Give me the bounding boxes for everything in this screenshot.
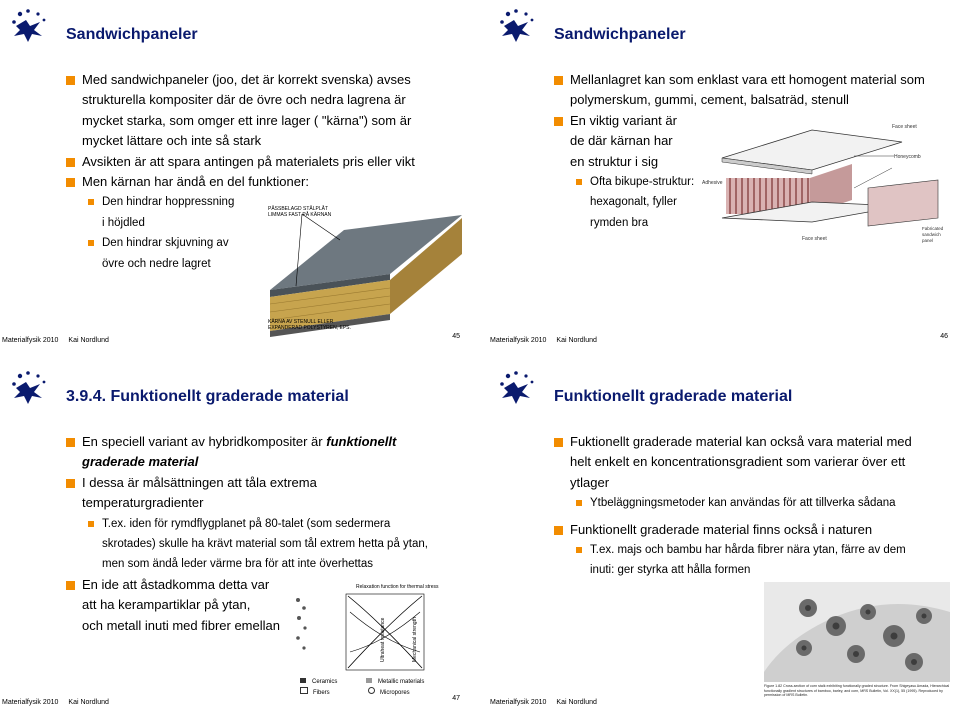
bullet-line: Med sandwichpaneler (joo, det är korrekt svenska) avses xyxy=(66,70,462,90)
slide-title: Funktionellt graderade material xyxy=(554,388,793,405)
slide-footer: Materialfysik 2010 Kai Nordlund xyxy=(2,699,109,706)
axis-label: Mechanical strength xyxy=(412,617,418,662)
bullet-line: Men kärnan har ändå en del funktioner: xyxy=(66,172,462,192)
sub-bullet-line: T.ex. majs och bambu har hårda fibrer nära ytan, färre av dem xyxy=(554,540,950,560)
figure-legend: Ceramics Metallic materials Fibers Micropores xyxy=(300,678,424,698)
bullet-line: En speciell variant av hybridkompositer är funktionellt xyxy=(66,432,462,452)
university-logo-icon xyxy=(494,368,540,408)
figure-label: sandwich xyxy=(922,232,941,237)
figure-label: LIMMAS FAST PÅ KÄRNAN xyxy=(268,212,332,218)
slide-body xyxy=(554,432,950,581)
sub-bullet-line: Den hindrar skjuvning av xyxy=(66,233,462,253)
bullet-line: Avsikten är att spara antingen på materialets pris eller vikt xyxy=(66,152,462,172)
bullet-line: I dessa är målsättningen att tåla extrema xyxy=(66,473,462,493)
bullet-continuation: en struktur i sig xyxy=(570,153,659,169)
figure-label: Fabricated xyxy=(922,226,944,231)
sub-bullet-continuation: rymden bra xyxy=(590,216,649,229)
sub-bullet-continuation: hexagonalt, fyller xyxy=(590,196,677,209)
sub-bullet-continuation: men som ändå leder värme bra för att inte överhettas xyxy=(102,558,374,571)
bullet-line: Fuktionellt graderade material kan också vara material med xyxy=(554,432,950,452)
bullet-continuation: strukturella kompositer där de övre och nedra lagrena är xyxy=(82,92,406,108)
figure-label: Adhesive xyxy=(702,180,723,186)
sub-bullet-line: T.ex. iden för rymdflygplanet på 80-talet (som sedermera xyxy=(66,514,462,534)
bullet-line: Funktionellt graderade material finns också i naturen xyxy=(554,520,950,540)
slide-footer: Materialfysik 2010 Kai Nordlund xyxy=(490,699,597,706)
page-number: 45 xyxy=(452,333,460,340)
figure-label: Honeycomb xyxy=(894,154,921,160)
university-logo-icon xyxy=(6,368,52,408)
figure-label: KÄRNA AV STENULL ELLER EXPANDERAD POLYSTYREN, EPS. xyxy=(268,319,351,331)
slide-title: 3.9.4. Funktionellt graderade material xyxy=(66,388,349,405)
slide-footer: Materialfysik 2010 Kai Nordlund xyxy=(490,337,597,344)
slide-title: Sandwichpaneler xyxy=(554,26,686,43)
bullet-continuation: helt enkelt en koncentrationsgradient som varierar över ett xyxy=(570,454,906,470)
bullet-line: En ide att åstadkomma detta var xyxy=(66,575,462,595)
bullet-continuation: temperaturgradienter xyxy=(82,495,204,511)
sub-bullet-continuation: övre och nedre lagret xyxy=(102,257,211,270)
bullet-line: Mellanlagret kan som enklast vara ett homogent material som xyxy=(554,70,950,90)
bullet-continuation: och metall inuti med fibrer emellan xyxy=(82,617,280,633)
sub-bullet-line: Ytbeläggningsmetoder kan användas för att tillverka sådana xyxy=(554,493,950,513)
honeycomb-panel-figure xyxy=(702,118,952,250)
sub-bullet-line: Den hindrar hoppressning xyxy=(66,192,462,212)
page-number: 46 xyxy=(940,333,948,340)
bullet-continuation: mycket starka, som omger ett inre lager ( "kärna") som är xyxy=(82,112,412,128)
figure-label: PÅSSBELAGD STÅLPLÅT xyxy=(268,206,329,212)
slide-45 xyxy=(0,0,470,350)
axis-label: Ultraheat resistance xyxy=(380,617,386,662)
bullet-continuation: polymerskum, gummi, cement, balsaträd, stenull xyxy=(570,92,849,108)
university-logo-icon xyxy=(6,6,52,46)
figure-label: Face sheet xyxy=(892,124,917,130)
page-number: 47 xyxy=(452,695,460,702)
figure-label: panel xyxy=(922,238,934,243)
sub-bullet-continuation: skrotades) skulle ha krävt material som tål extrem hetta på ytan, xyxy=(102,538,428,551)
slide-48 xyxy=(488,362,958,712)
sub-bullet-continuation: inuti: ger styrka att hålla formen xyxy=(590,564,751,577)
figure-label: Face sheet xyxy=(802,236,827,242)
bullet-line: En viktig variant är xyxy=(554,111,950,131)
fgm-relaxation-figure xyxy=(290,582,460,692)
bullet-continuation: graderade material xyxy=(82,454,199,470)
sub-bullet-continuation: i höjdled xyxy=(102,216,145,229)
slide-title: Sandwichpaneler xyxy=(66,26,198,43)
sub-bullet-line: Ofta bikupe-struktur: xyxy=(554,172,950,192)
bullet-continuation: att ha kerampartiklar på ytan, xyxy=(82,597,251,613)
bullet-continuation: de där kärnan har xyxy=(570,133,673,149)
bullet-continuation: mycket lättare och inte så stark xyxy=(82,133,262,149)
slide-46 xyxy=(488,0,958,350)
corn-stalk-micrograph xyxy=(764,582,950,682)
bullet-continuation: ytlager xyxy=(570,474,610,490)
figure-title: Relaxation function for thermal stress xyxy=(356,584,439,590)
slide-footer: Materialfysik 2010 Kai Nordlund xyxy=(2,337,109,344)
slide-47 xyxy=(0,362,470,712)
university-logo-icon xyxy=(494,6,540,46)
figure-caption: Figure 1.82 Cross-section of corn stalk exhibiting functionally graded structure. From Shigeyasu Amada, Hierarchical functionally gradient structures of bamboo, barley, and corn, MRS Bulletin, Vol. XX(1), 55 (1995). Reproduced by permission of MRS Bulletin. xyxy=(764,684,950,698)
